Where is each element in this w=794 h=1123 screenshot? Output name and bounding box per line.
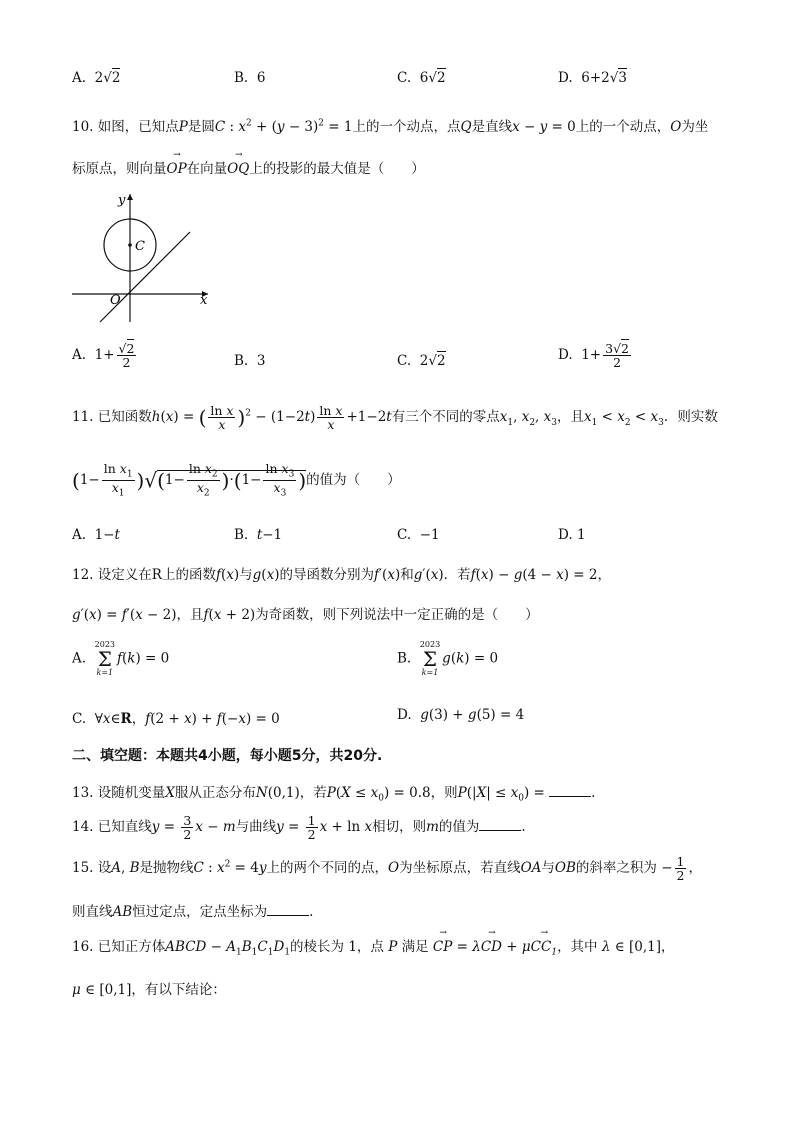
- q14: 14. 已知直线y = $\frac{3}{2}$ x − m与曲线y = $\frac{1}{2}$ x + ln x相切，则m的值为 .: [72, 813, 526, 843]
- question-text: 如图，已知点: [97, 119, 179, 135]
- question-text: 是直线: [471, 119, 513, 135]
- q16-line-1: 16. 已知正方体ABCD − $A_1B_1C_1D_1$的棱长为 1，点 P 满足 → CP = λ→ CD + $\mu\to CC_1$，其中 λ ∈ [0,1]，: [72, 935, 675, 958]
- question-number: 10.: [72, 119, 94, 135]
- option-value: 2√2: [419, 353, 446, 369]
- q9-option-b: [234, 70, 265, 86]
- question-text: 已知正方体: [97, 939, 166, 955]
- q15-line-2: 则直线AB恒过定点，定点坐标为 .: [72, 904, 314, 920]
- sum-symbol: 2023 Σ k=1: [94, 640, 115, 677]
- question-text: 设随机变量: [97, 785, 166, 801]
- question-text: 的导函数分别为: [279, 567, 374, 583]
- q12-line-1: 12. 设定义在R上的函数f(x)与g(x)的导函数分别为f′(x)和g′(x)．若f(x) − g(4 − x) = 2，: [72, 567, 611, 583]
- option-label: C.: [397, 70, 412, 86]
- question-text: 和: [400, 567, 414, 583]
- math-expr: C: [214, 119, 226, 135]
- option-label: C.: [397, 527, 412, 543]
- q10-option-c: [397, 353, 446, 369]
- label-x: x: [200, 293, 208, 308]
- option-label: D.: [558, 527, 573, 543]
- question-text: 已知函数: [97, 409, 152, 426]
- question-text: 满足: [401, 939, 429, 955]
- question-text: ．若: [443, 567, 471, 583]
- question-text: 的棱长为 1，点: [290, 939, 384, 955]
- question-text: 上的两个不同的点，: [266, 860, 389, 877]
- question-text: ．则实数: [663, 409, 718, 426]
- option-label: B.: [234, 527, 249, 543]
- question-text: 则直线: [72, 904, 113, 920]
- q9-option-d: [558, 70, 627, 86]
- question-text: 服从正态分布: [174, 785, 256, 801]
- question-text: 与曲线: [235, 819, 277, 836]
- question-text: 是抛物线: [139, 860, 194, 877]
- q11-line-2: (1− $\frac{\ln x_1}{x_1}$ )√(1− $\frac{\ln x_2}{x_2}$ )·(1− $\frac{\ln x_3}{x_3}$ )的值为（ ）: [72, 461, 401, 499]
- question-text: ，有以下结论：: [131, 982, 226, 998]
- option-label: D.: [558, 347, 573, 364]
- sum-symbol: 2023 Σ k=1: [419, 640, 441, 677]
- math-var: P: [178, 119, 188, 135]
- question-text: 设: [97, 860, 112, 877]
- question-text: 与: [239, 567, 253, 583]
- question-text: 相切，则: [372, 819, 427, 836]
- q16-line-2: μ ∈ [0,1]，有以下结论：: [72, 982, 226, 998]
- center-point: [128, 243, 132, 247]
- q12-option-d: D. g(3) + g(5) = 4: [397, 707, 525, 723]
- label-o: O: [110, 293, 121, 308]
- question-text: 在向量: [186, 161, 228, 177]
- question-text: ，则: [430, 785, 458, 801]
- option-label: A.: [72, 527, 87, 543]
- question-number: 16.: [72, 939, 94, 955]
- q12-option-a: A. 2023 Σ k=1 f(k) = 0: [72, 640, 170, 677]
- question-text: 上的一个动点，点: [352, 119, 461, 135]
- question-text: 与: [541, 860, 555, 877]
- question-text: 的斜率之积为: [575, 860, 657, 877]
- question-text: ，若: [299, 785, 327, 801]
- option-value: 2√2: [94, 70, 121, 86]
- q10-option-b: [234, 353, 265, 369]
- option-value: 6+2√3: [581, 70, 627, 86]
- q15-line-1: 15. 设A, B是抛物线C : $x^2 = 4y$上的两个不同的点，O为坐标原点，若直线OA与OB的斜率之积为 − $\frac{1}{2}$ ，: [72, 854, 702, 884]
- question-number: 13.: [72, 785, 94, 801]
- q11-line-1: 11. 已知函数h(x) = ( $\frac{\text{ln x}}{x}$ )$^2$ − (1−2t) $\frac{\text{ln x}}{x}$ +1−2t有三个不同的零点$x_1$, $x_2$, $x_3$，且$x_1 < x_2 < x_3$．则实数: [72, 403, 718, 433]
- option-label: C.: [72, 711, 87, 727]
- question-text: 已知直线: [97, 819, 152, 836]
- q12-option-c: C. ∀x∈R，f(2 + x) + f(−x) = 0: [72, 711, 280, 727]
- question-number: 12.: [72, 567, 94, 583]
- question-number: 15.: [72, 860, 94, 877]
- q11-option-a: A. 1−t: [72, 527, 120, 543]
- question-text: 为坐: [681, 119, 709, 135]
- answer-blank[interactable]: [549, 783, 591, 797]
- question-text: 上的一个动点，: [575, 119, 671, 135]
- question-text: 的值为: [438, 819, 480, 836]
- question-text: 设定义在R上的函数: [97, 567, 216, 583]
- q12-line-2: g′(x) = f′(x − 2)，且f(x + 2)为奇函数，则下列说法中一定正确的是（ ）: [72, 607, 539, 623]
- option-label: D.: [558, 70, 573, 86]
- option-value: 6√2: [419, 70, 446, 86]
- q10-line-2: [72, 157, 425, 177]
- question-number: 11.: [72, 409, 94, 426]
- label-y: y: [118, 193, 126, 208]
- option-label: A.: [72, 650, 87, 667]
- q11-option-d: [558, 527, 586, 543]
- answer-blank[interactable]: [479, 817, 521, 831]
- q9-option-a: [72, 70, 120, 86]
- question-text: ，且: [557, 409, 584, 426]
- y-axis-arrow: [127, 194, 133, 200]
- option-label: A.: [72, 70, 87, 86]
- answer-blank[interactable]: [267, 902, 309, 916]
- vector-oq: → OQ: [227, 161, 249, 177]
- question-text: ，其中: [557, 939, 598, 955]
- q10-figure: [66, 188, 216, 326]
- question-text: 恒过定点，定点坐标为: [132, 904, 268, 920]
- q10-line-1: 10. 如图，已知点P是圆C : $x^2 + (y - 3)^2 = 1$上的一个动点，点Q是直线x − y = 0上的一个动点，O为坐: [72, 118, 709, 135]
- question-number: 14.: [72, 819, 94, 836]
- option-value: 3: [256, 353, 266, 369]
- question-text: 为奇函数，则下列说法中一定正确的是（ ）: [255, 607, 539, 623]
- vector-op: → OP: [167, 161, 187, 177]
- question-text: 为坐标原点，若直线: [399, 860, 521, 877]
- option-value: 1: [576, 527, 586, 543]
- q13: 13. 设随机变量X服从正态分布N(0,1)，若$P(X \le x_0) = 0.8$，则$P(|X| \le x_0)$ = .: [72, 785, 596, 804]
- q12-option-b: B. 2023 Σ k=1 g(k) = 0: [397, 640, 499, 677]
- q10-option-d: D. 1+ $\frac{3√2}{2}$: [558, 341, 629, 371]
- option-value: −1: [419, 527, 440, 543]
- q9-option-c: [397, 70, 446, 86]
- question-text: 上的投影的最大值是（ ）: [249, 161, 425, 177]
- question-text: 有三个不同的零点: [391, 409, 500, 426]
- option-label: B.: [234, 353, 249, 369]
- question-text: 是圆: [187, 119, 215, 135]
- q11-option-c: [397, 527, 440, 543]
- line-x-eq-y: [100, 232, 190, 322]
- option-label: B.: [234, 70, 249, 86]
- question-text: ，且: [176, 607, 204, 623]
- option-label: B.: [397, 650, 412, 667]
- label-c: C: [135, 239, 145, 254]
- option-value: 6: [256, 70, 266, 86]
- q11-option-b: B. t−1: [234, 527, 283, 543]
- section-title: 二、填空题：本题共4小题，每小题5分，共20分.: [72, 748, 383, 764]
- option-label: A.: [72, 347, 87, 364]
- question-text: 标原点，则向量: [72, 161, 167, 177]
- q10-option-a: A. 1+ $\frac{√2}{2}$: [72, 341, 135, 371]
- option-label: D.: [397, 707, 412, 723]
- option-label: C.: [397, 353, 412, 369]
- question-text: 的值为（ ）: [306, 471, 401, 488]
